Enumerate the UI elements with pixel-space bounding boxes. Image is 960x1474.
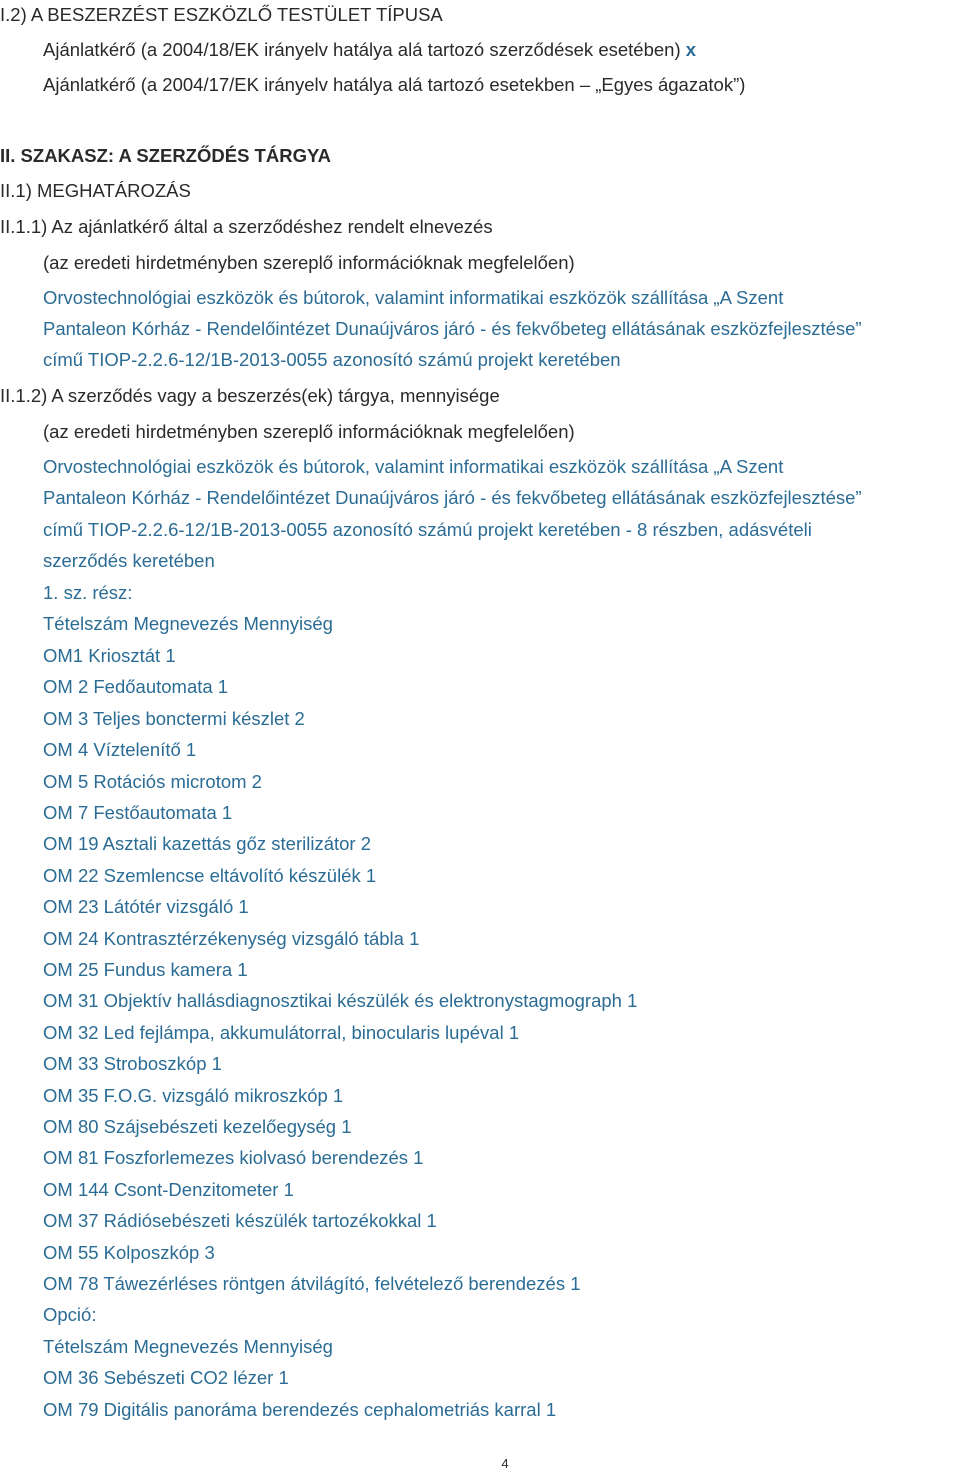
item-row: OM 7 Festőautomata 1 — [43, 802, 233, 823]
option-label: Opció: — [43, 1304, 97, 1326]
item-row: OM 22 Szemlencse eltávolító készülék 1 — [43, 864, 377, 886]
item-row: OM 78 Táwezérléses röntgen átvilágító, felvételező berendezés 1 — [43, 1273, 581, 1294]
item-row: OM 144 Csont-Denzitometer 1 — [43, 1178, 294, 1200]
section-ii-title: II. SZAKASZ: A SZERZŐDÉS TÁRGYA — [0, 145, 331, 166]
section-ii12-note: (az eredeti hirdetményben szereplő információknak megfelelően) — [43, 421, 575, 442]
item-row: OM 23 Látótér vizsgáló 1 — [43, 896, 249, 918]
item-row: OM 35 F.O.G. vizsgáló mikroszkóp 1 — [43, 1084, 344, 1106]
contracting-authority-option-1 — [43, 38, 696, 62]
item-row: OM 3 Teljes bonctermi készlet 2 — [43, 707, 305, 729]
section-ii12-text-line: Pantaleon Kórház - Rendelőintézet Dunaújváros járó - és fekvőbeteg ellátásának eszközfejlesztése” — [43, 487, 862, 508]
items-table-header: Tételszám Megnevezés Mennyiség — [43, 613, 333, 634]
section-ii11-heading: II.1.1) Az ajánlatkérő által a szerződéshez rendelt elnevezés — [0, 216, 493, 237]
item-row: OM 37 Rádiósebészeti készülék tartozékokkal 1 — [43, 1210, 437, 1232]
item-row: OM 25 Fundus kamera 1 — [43, 959, 248, 980]
contracting-authority-option-2: Ajánlatkérő (a 2004/17/EK irányelv hatálya alá tartozó esetekben – „Egyes ágazatok”) — [43, 74, 746, 95]
item-row: OM 55 Kolposzkóp 3 — [43, 1241, 215, 1263]
item-row: OM 33 Stroboszkóp 1 — [43, 1053, 222, 1075]
item-row: OM 19 Asztali kazettás gőz sterilizátor 2 — [43, 833, 371, 855]
option-1-text: Ajánlatkérő (a 2004/18/EK irányelv hatálya alá tartozó szerződések esetében) — [43, 39, 681, 60]
part-label: 1. sz. rész: — [43, 582, 133, 603]
section-ii12-text-line: című TIOP-2.2.6-12/1B-2013-0055 azonosító számú projekt keretében - 8 részben, adásvételi — [43, 519, 812, 540]
section-ii11-text-line: Orvostechnológiai eszközök és bútorok, valamint informatikai eszközök szállítása „A Szent — [43, 287, 784, 308]
section-ii1-title: II.1) MEGHATÁROZÁS — [0, 180, 191, 201]
item-row: OM 24 Kontrasztérzékenység vizsgáló tábla 1 — [43, 927, 420, 949]
item-row: OM 2 Fedőautomata 1 — [43, 676, 229, 698]
item-row: OM 31 Objektív hallásdiagnosztikai készülék és elektronystagmograph 1 — [43, 990, 638, 1012]
item-row: OM 80 Szájsebészeti kezelőegység 1 — [43, 1116, 352, 1137]
item-row: OM 4 Víztelenítő 1 — [43, 739, 197, 761]
item-row: OM1 Kriosztát 1 — [43, 645, 176, 666]
option-table-header: Tételszám Megnevezés Mennyiség — [43, 1335, 333, 1357]
item-row: OM 5 Rotációs microtom 2 — [43, 770, 262, 792]
section-ii12-text-line: Orvostechnológiai eszközök és bútorok, valamint informatikai eszközök szállítása „A Szent — [43, 456, 784, 477]
section-ii12-heading: II.1.2) A szerződés vagy a beszerzés(ek) tárgya, mennyisége — [0, 385, 500, 406]
section-i2-title: I.2) A BESZERZÉST ESZKÖZLŐ TESTÜLET TÍPUSA — [0, 4, 443, 25]
page-number: 4 — [501, 1456, 509, 1471]
option-item-row: OM 36 Sebészeti CO2 lézer 1 — [43, 1367, 289, 1389]
option-item-row: OM 79 Digitális panoráma berendezés cephalometriás karral 1 — [43, 1398, 557, 1420]
section-ii11-text-line: Pantaleon Kórház - Rendelőintézet Dunaújváros járó - és fekvőbeteg ellátásának eszközfejlesztése” — [43, 318, 862, 339]
section-ii11-text-line: című TIOP-2.2.6-12/1B-2013-0055 azonosító számú projekt keretében — [43, 349, 621, 370]
section-ii12-text-line: szerződés keretében — [43, 550, 215, 571]
item-row: OM 32 Led fejlámpa, akkumulátorral, binocularis lupéval 1 — [43, 1021, 520, 1043]
section-ii11-note: (az eredeti hirdetményben szereplő információknak megfelelően) — [43, 252, 575, 273]
item-row: OM 81 Foszforlemezes kiolvasó berendezés 1 — [43, 1147, 424, 1169]
option-1-checkmark: x — [685, 39, 697, 60]
